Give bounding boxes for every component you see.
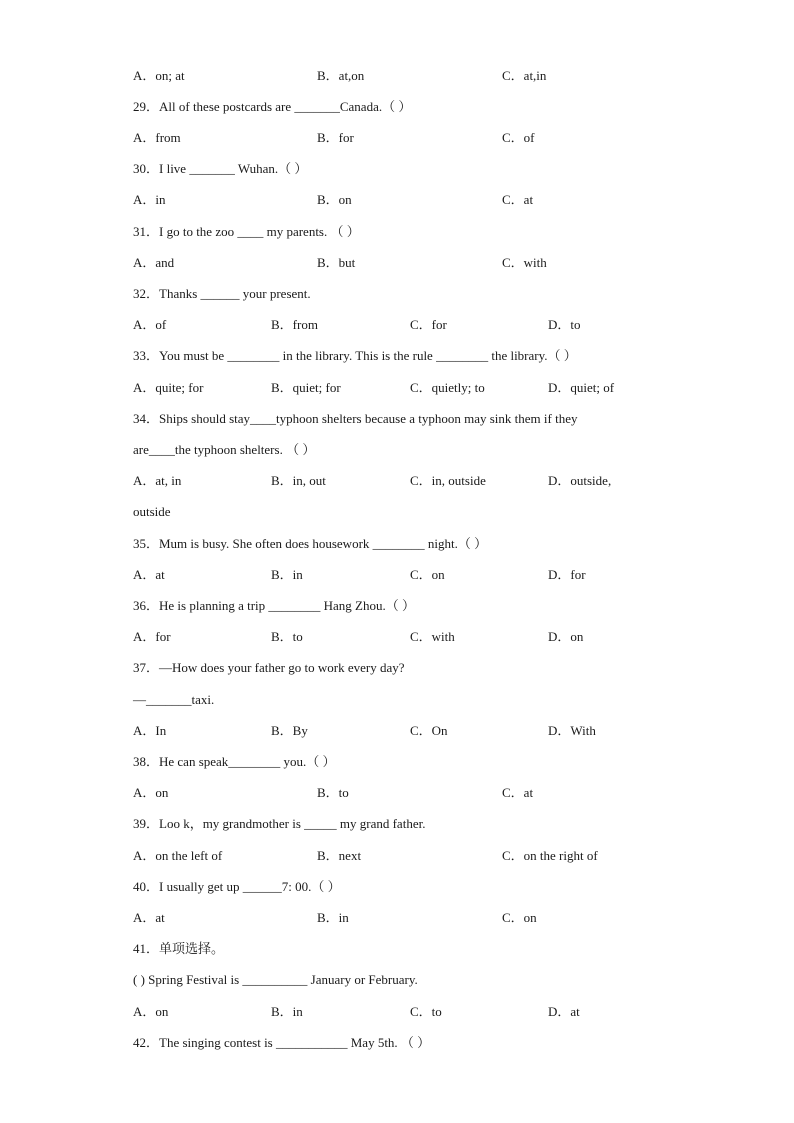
option-a[interactable]: A．on: [133, 785, 169, 800]
options-row-q28: [133, 66, 653, 86]
question-29: 29．All of these postcards are _______Canada.（ ）: [133, 99, 412, 114]
question-35: 35．Mum is busy. She often does housework ________ night.（ ）: [133, 536, 488, 551]
option-d[interactable]: D．quiet; of: [548, 380, 615, 395]
option-a[interactable]: A．of: [133, 317, 167, 332]
option-c[interactable]: C．in, outside: [410, 473, 486, 488]
option-c[interactable]: C．on the right of: [502, 848, 598, 863]
option-b[interactable]: B．in: [317, 910, 349, 925]
question-39: 39．Loo k，my grandmother is _____ my grand father.: [133, 816, 426, 831]
option-c[interactable]: C．on: [410, 567, 445, 582]
question-36: 36．He is planning a trip ________ Hang Zhou.（ ）: [133, 598, 415, 613]
question-38: 38．He can speak________ you.（ ）: [133, 754, 336, 769]
question-41-stem: ( ) Spring Festival is __________ January or February.: [133, 972, 418, 987]
options-row-q37: [133, 721, 653, 741]
options-row-q39: [133, 846, 653, 866]
option-d-continuation: outside: [133, 504, 171, 519]
option-b[interactable]: B．in, out: [271, 473, 326, 488]
question-37-line-2: —_______taxi.: [133, 692, 215, 707]
option-a[interactable]: A．In: [133, 723, 167, 738]
option-c[interactable]: C．with: [410, 629, 455, 644]
option-c[interactable]: C．on: [502, 910, 537, 925]
option-c[interactable]: C．at,in: [502, 68, 547, 83]
option-b[interactable]: B．next: [317, 848, 362, 863]
option-a[interactable]: A．quite; for: [133, 380, 204, 395]
option-b[interactable]: B．for: [317, 130, 354, 145]
question-32: 32．Thanks ______ your present.: [133, 286, 311, 301]
question-41-heading: 41．单项选择。: [133, 941, 225, 956]
option-b[interactable]: B．at,on: [317, 68, 365, 83]
options-row-q35: [133, 565, 653, 585]
option-c[interactable]: C．of: [502, 130, 535, 145]
option-c[interactable]: C．to: [410, 1004, 442, 1019]
option-d[interactable]: D．for: [548, 567, 586, 582]
options-row-q38: [133, 783, 653, 803]
option-c[interactable]: C．for: [410, 317, 447, 332]
options-row-q36: [133, 627, 653, 647]
option-d[interactable]: D．outside,: [548, 473, 612, 488]
options-row-q30: [133, 190, 653, 210]
option-b[interactable]: B．in: [271, 1004, 303, 1019]
option-a[interactable]: A．at: [133, 567, 165, 582]
option-a[interactable]: A．at: [133, 910, 165, 925]
question-30: 30．I live _______ Wuhan.（ ）: [133, 161, 308, 176]
option-d[interactable]: D．on: [548, 629, 584, 644]
question-31: 31．I go to the zoo ____ my parents. （ ）: [133, 224, 360, 239]
option-a[interactable]: A．on: [133, 1004, 169, 1019]
question-34-line-2: are____the typhoon shelters. （ ）: [133, 442, 316, 457]
options-row-q32: [133, 315, 653, 335]
option-b[interactable]: B．but: [317, 255, 356, 270]
option-a[interactable]: A．on the left of: [133, 848, 223, 863]
question-40: 40．I usually get up ______7: 00.（ ）: [133, 879, 341, 894]
option-d[interactable]: D．at: [548, 1004, 580, 1019]
option-c[interactable]: C．On: [410, 723, 448, 738]
option-c[interactable]: C．at: [502, 192, 534, 207]
option-b[interactable]: B．on: [317, 192, 352, 207]
option-a[interactable]: A．in: [133, 192, 166, 207]
option-c[interactable]: C．with: [502, 255, 547, 270]
question-33: 33．You must be ________ in the library. This is the rule ________ the library.（ ）: [133, 348, 577, 363]
options-row-q34: [133, 471, 653, 491]
option-c[interactable]: C．quietly; to: [410, 380, 485, 395]
options-row-q31: [133, 253, 653, 273]
options-row-q40: [133, 908, 653, 928]
option-b[interactable]: B．quiet; for: [271, 380, 341, 395]
option-a[interactable]: A．on; at: [133, 68, 185, 83]
options-row-q29: [133, 128, 653, 148]
options-row-q33: [133, 378, 653, 398]
question-37-line-1: 37．—How does your father go to work every day?: [133, 660, 405, 675]
option-a[interactable]: A．from: [133, 130, 181, 145]
question-34-line-1: 34．Ships should stay____typhoon shelters because a typhoon may sink them if they: [133, 411, 578, 426]
option-b[interactable]: B．in: [271, 567, 303, 582]
option-a[interactable]: A．at, in: [133, 473, 182, 488]
option-a[interactable]: A．for: [133, 629, 171, 644]
option-b[interactable]: B．to: [317, 785, 349, 800]
option-b[interactable]: B．from: [271, 317, 318, 332]
option-d[interactable]: D．to: [548, 317, 581, 332]
question-42: 42．The singing contest is ___________ May 5th. （ ）: [133, 1035, 431, 1050]
option-d[interactable]: D．With: [548, 723, 596, 738]
option-b[interactable]: B．By: [271, 723, 308, 738]
option-b[interactable]: B．to: [271, 629, 303, 644]
option-c[interactable]: C．at: [502, 785, 534, 800]
option-a[interactable]: A．and: [133, 255, 175, 270]
options-row-q41: [133, 1002, 653, 1022]
